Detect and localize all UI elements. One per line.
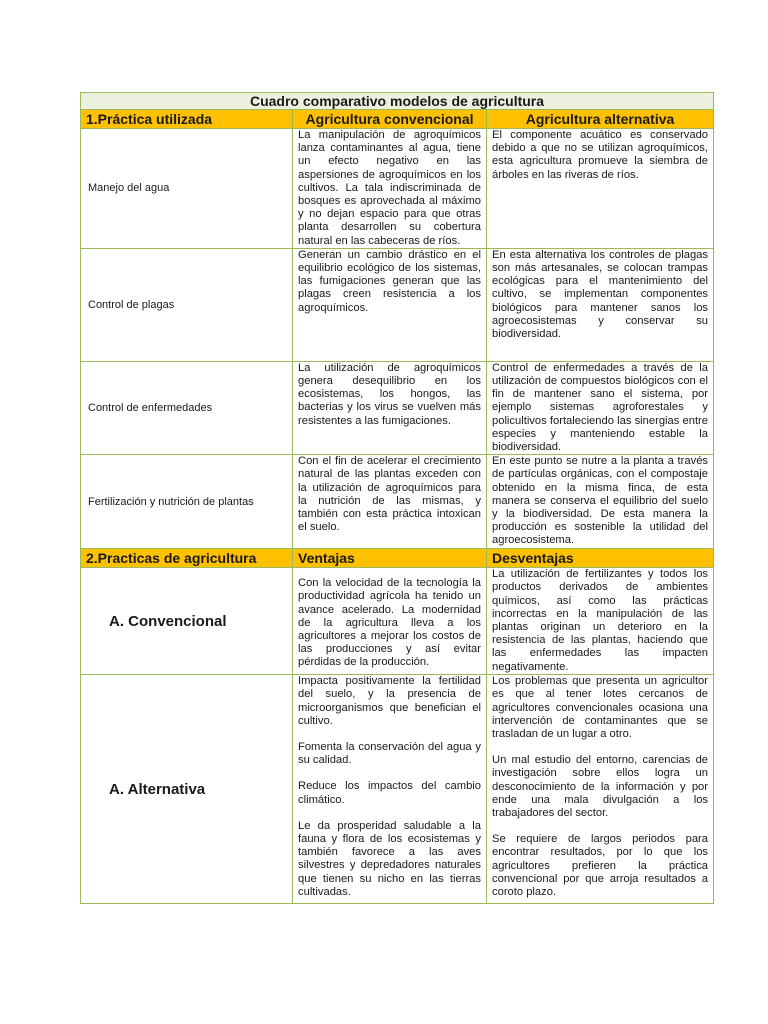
disadvantage-text: Un mal estudio del entorno, carencias de investigación sobre ellos logra un desconocimiento de la información y por ende una mala divulgación a los trabajadores del sector.	[492, 754, 709, 820]
conventional-cell: La utilización de agroquímicos genera desequilibrio en los ecosistemas, los hongos, las bacterias y los virus se vuelven más resistentes a las fumigaciones.	[293, 361, 487, 454]
advantage-text: Reduce los impactos del cambio climático.	[298, 780, 481, 806]
practice-type-label: A. Alternativa	[81, 675, 293, 904]
advantages-cell	[293, 675, 487, 904]
alternative-cell: En esta alternativa los controles de plagas son más artesanales, se colocan trampas ecológicas para el mantenimiento del cultivo, se implementan componentes biológicos para mantener sanos los agroecosistemas y conservar su biodiversidad.	[487, 248, 714, 361]
disadvantage-text: La utilización de fertilizantes y todos los productos derivados de ambientes químicos, así como las prácticas incorrectas en la manipulación de las plantas originan un deterioro en la resistencia de las plantas, haciendo que las enfermedades las impacten negativamente.	[492, 568, 709, 673]
conventional-cell: Con el fin de acelerar el crecimiento natural de las plantas exceden con la utilización de agroquímicos para la nutrición de las mismas, y también con esta práctica intoxican el suelo.	[293, 455, 487, 549]
alternative-cell: El componente acuático es conservado debido a que no se utilizan agroquímicos, esta agricultura promueve la siembra de árboles en las riveras de ríos.	[487, 129, 714, 249]
header-practice: 1.Práctica utilizada	[81, 110, 293, 129]
alternative-cell: Control de enfermedades a través de la utilización de compuestos biológicos con el fin de mantener sano el sistema, por ejemplo sistemas agroforestales y policultivos fortaleciendo las sinergias entre especies y manteniendo estable la biodiversidad.	[487, 361, 714, 454]
comparison-table	[80, 92, 714, 904]
practice-label: Manejo del agua	[81, 129, 293, 249]
practice-label: Control de plagas	[81, 248, 293, 361]
advantage-text: Le da prosperidad saludable a la fauna y flora de los ecosistemas y también favorece a las aves silvestres y depredadores naturales que tienen su nicho en las tierras cultivadas.	[298, 819, 481, 898]
table-row	[81, 675, 714, 904]
table-title: Cuadro comparativo modelos de agricultura	[81, 93, 714, 110]
advantage-text: Con la velocidad de la tecnología la productividad agrícola ha tenido un avance acelerado. La modernidad de la agricultura lleva a los agricultores a mejorar los costos de las producciones y así evitar pérdidas de la producción.	[298, 577, 481, 669]
advantage-text: Impacta positivamente la fertilidad del suelo, y la presencia de microorganismos que benefician el cultivo.	[298, 675, 481, 727]
advantages-cell	[293, 568, 487, 675]
practice-label: Fertilización y nutrición de plantas	[81, 455, 293, 549]
table-row	[81, 248, 714, 361]
conventional-cell: Generan un cambio drástico en el equilibrio ecológico de los sistemas, las fumigaciones generan que las plagas creen resistencia a los agroquímicos.	[293, 248, 487, 361]
header-conventional: Agricultura convencional	[293, 110, 487, 129]
practice-type-label: A. Convencional	[81, 568, 293, 675]
section2-header-row	[81, 549, 714, 568]
header-advantages: Ventajas	[293, 549, 487, 568]
header-alternative: Agricultura alternativa	[487, 110, 714, 129]
advantage-text: Fomenta la conservación del agua y su calidad.	[298, 741, 481, 767]
alternative-cell: En este punto se nutre a la planta a través de partículas orgánicas, con el compostaje obtenido en la misma finca, de esta manera se conserva el equilibrio del suelo y la biodiversidad. De esta manera la producción es sostenible la utilidad del agroecosistema.	[487, 455, 714, 549]
table-row	[81, 455, 714, 549]
disadvantage-text: Los problemas que presenta un agricultor es que al tener lotes cercanos de agricultores convencionales ocasiona una intervención de contaminantes que se trasladan de un lugar a otro.	[492, 675, 709, 741]
table-row	[81, 568, 714, 675]
table-title-row	[81, 93, 714, 110]
disadvantages-cell	[487, 568, 714, 675]
table-row	[81, 129, 714, 249]
header-practices: 2.Practicas de agricultura	[81, 549, 293, 568]
header-disadvantages: Desventajas	[487, 549, 714, 568]
disadvantage-text: Se requiere de largos periodos para encontrar resultados, por lo que los agricultores prefieren la práctica convencional por que arroja resultados a coroto plazo.	[492, 833, 709, 899]
practice-label: Control de enfermedades	[81, 361, 293, 454]
section1-header-row	[81, 110, 714, 129]
conventional-cell: La manipulación de agroquímicos lanza contaminantes al agua, tiene un efecto negativo en las aspersiones de agroquímicos en los cultivos. La tala indiscriminada de bosques es aprovechada al máximo y no dejan espacio para que otras planta desarrollen su cobertura natural en las cabeceras de ríos.	[293, 129, 487, 249]
disadvantages-cell	[487, 675, 714, 904]
table-row	[81, 361, 714, 454]
